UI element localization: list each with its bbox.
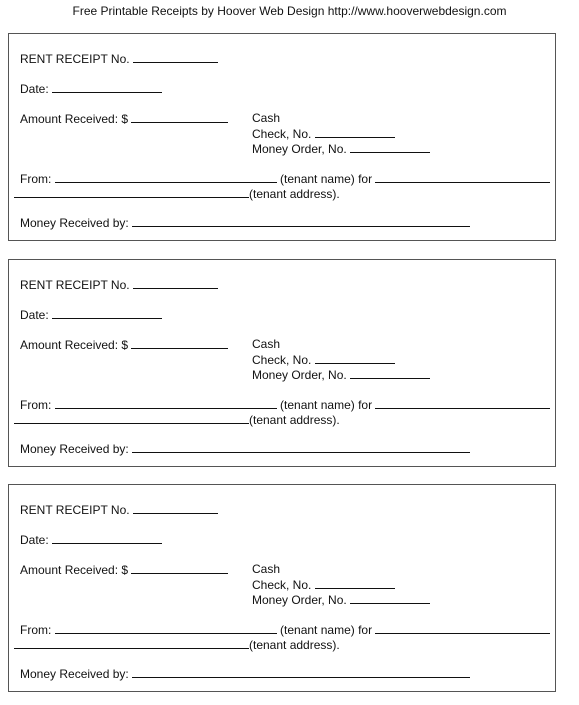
from-row <box>20 171 550 186</box>
tenant-name-label: (tenant name) for <box>280 172 373 186</box>
tenant-address-label: (tenant address). <box>249 638 340 652</box>
tenant-name-label: (tenant name) for <box>280 623 373 637</box>
tenant-name-field[interactable] <box>55 622 277 634</box>
money-received-label: Money Received by: <box>20 667 129 681</box>
receipt-number-field[interactable] <box>133 277 218 289</box>
tenant-address-label: (tenant address). <box>249 187 340 201</box>
money-order-number-field[interactable] <box>350 367 430 379</box>
date-field[interactable] <box>52 307 162 319</box>
money-order-label: Money Order, No. <box>252 368 347 382</box>
tenant-address-label: (tenant address). <box>249 413 340 427</box>
amount-label: Amount Received: $ <box>20 112 129 126</box>
receipt-title: RENT RECEIPT No. <box>20 52 130 66</box>
money-received-label: Money Received by: <box>20 216 129 230</box>
for-field[interactable] <box>375 622 550 634</box>
date-field[interactable] <box>52 532 162 544</box>
cash-label: Cash <box>252 337 281 351</box>
amount-field[interactable] <box>131 111 228 123</box>
money-order-row <box>252 592 430 607</box>
cash-option[interactable] <box>252 111 280 125</box>
amount-field[interactable] <box>131 337 228 349</box>
date-label: Date: <box>20 533 49 547</box>
amount-row <box>20 562 228 577</box>
amount-field[interactable] <box>131 562 228 574</box>
receipt-form <box>8 259 556 467</box>
amount-row <box>20 337 228 352</box>
for-field[interactable] <box>375 397 550 409</box>
address-row <box>14 637 340 652</box>
cash-label: Cash <box>252 111 281 125</box>
check-number-field[interactable] <box>315 126 395 138</box>
money-received-row <box>20 215 470 230</box>
from-label: From: <box>20 172 52 186</box>
check-number-field[interactable] <box>315 352 395 364</box>
for-field[interactable] <box>375 171 550 183</box>
check-number-field[interactable] <box>315 577 395 589</box>
money-order-row <box>252 141 430 156</box>
page-header: Free Printable Receipts by Hoover Web Design http://www.hooverwebdesign.com <box>72 4 507 18</box>
money-order-number-field[interactable] <box>350 141 430 153</box>
tenant-name-field[interactable] <box>55 171 277 183</box>
check-row <box>252 577 395 592</box>
date-label: Date: <box>20 308 49 322</box>
receipt-title: RENT RECEIPT No. <box>20 503 130 517</box>
tenant-address-field[interactable] <box>14 412 249 424</box>
date-label: Date: <box>20 82 49 96</box>
cash-label: Cash <box>252 562 281 576</box>
money-received-by-field[interactable] <box>132 441 470 453</box>
cash-option[interactable] <box>252 562 280 576</box>
money-order-number-field[interactable] <box>350 592 430 604</box>
cash-option[interactable] <box>252 337 280 351</box>
receipt-number-row <box>20 277 218 292</box>
money-order-row <box>252 367 430 382</box>
check-row <box>252 126 395 141</box>
date-row <box>20 81 162 96</box>
receipt-form <box>8 33 556 241</box>
tenant-name-field[interactable] <box>55 397 277 409</box>
money-received-by-field[interactable] <box>132 215 470 227</box>
money-order-label: Money Order, No. <box>252 593 347 607</box>
receipt-form <box>8 484 556 692</box>
check-label: Check, No. <box>252 353 312 367</box>
tenant-name-label: (tenant name) for <box>280 398 373 412</box>
receipt-number-row <box>20 51 218 66</box>
address-row <box>14 186 340 201</box>
receipt-number-field[interactable] <box>133 51 218 63</box>
check-label: Check, No. <box>252 127 312 141</box>
check-label: Check, No. <box>252 578 312 592</box>
money-received-by-field[interactable] <box>132 666 470 678</box>
money-received-row <box>20 441 470 456</box>
date-row <box>20 307 162 322</box>
receipt-number-field[interactable] <box>133 502 218 514</box>
tenant-address-field[interactable] <box>14 637 249 649</box>
money-order-label: Money Order, No. <box>252 142 347 156</box>
receipt-title: RENT RECEIPT No. <box>20 278 130 292</box>
check-row <box>252 352 395 367</box>
date-row <box>20 532 162 547</box>
money-received-label: Money Received by: <box>20 442 129 456</box>
receipt-number-row <box>20 502 218 517</box>
money-received-row <box>20 666 470 681</box>
amount-label: Amount Received: $ <box>20 338 129 352</box>
from-label: From: <box>20 398 52 412</box>
amount-label: Amount Received: $ <box>20 563 129 577</box>
address-row <box>14 412 340 427</box>
amount-row <box>20 111 228 126</box>
tenant-address-field[interactable] <box>14 186 249 198</box>
from-label: From: <box>20 623 52 637</box>
from-row <box>20 397 550 412</box>
from-row <box>20 622 550 637</box>
date-field[interactable] <box>52 81 162 93</box>
